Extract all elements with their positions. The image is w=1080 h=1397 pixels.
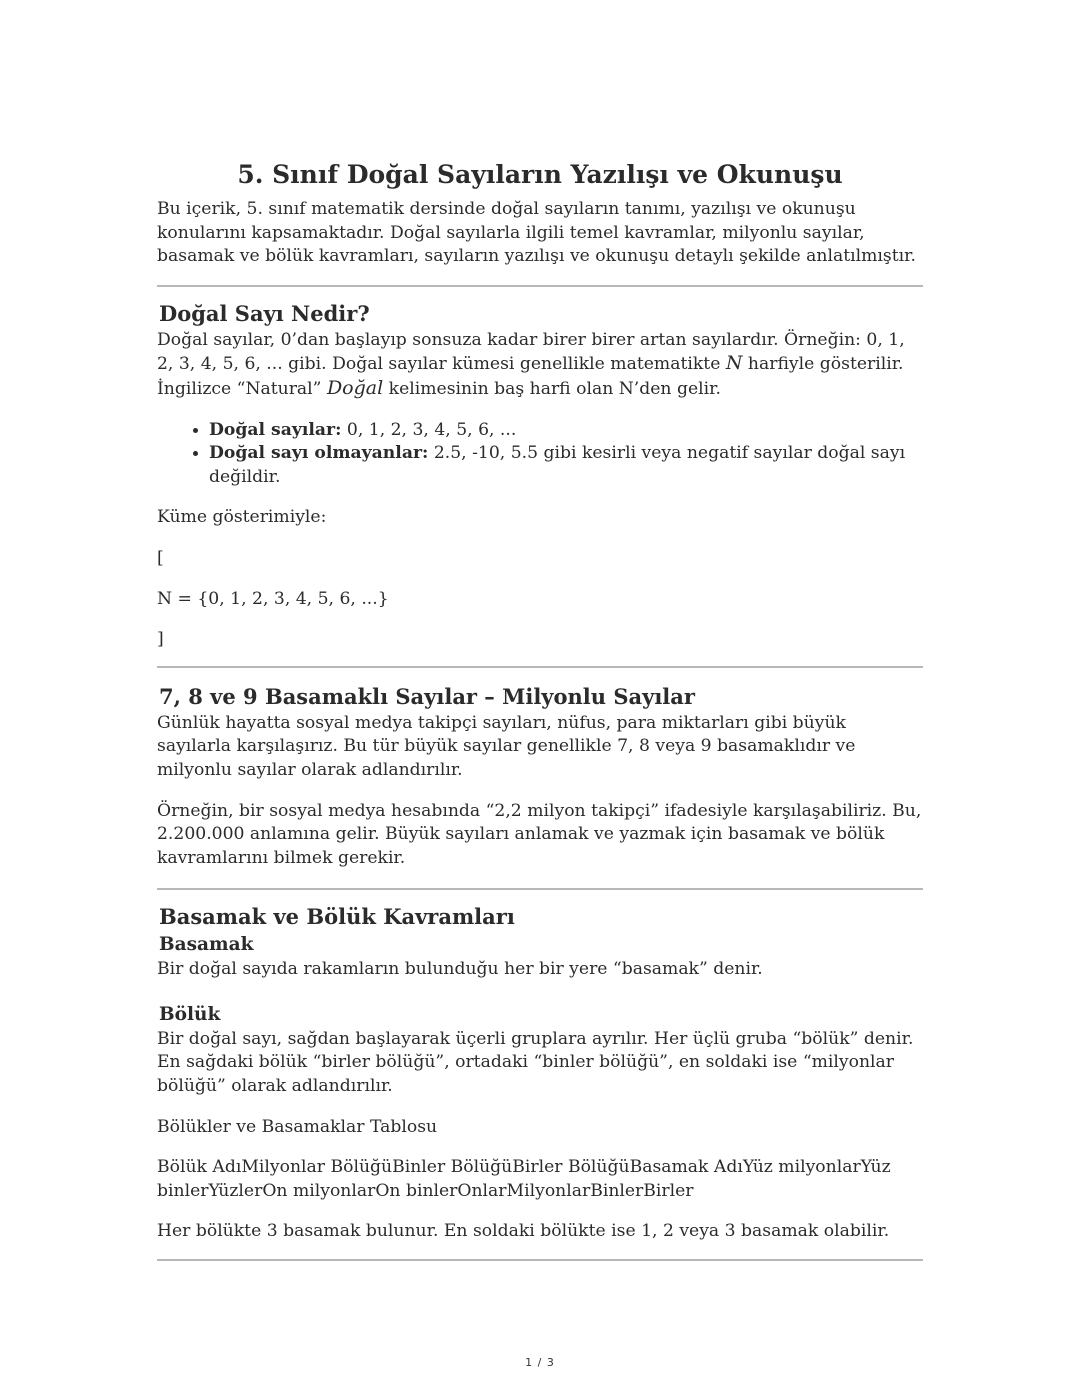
section-heading-natural-numbers: Doğal Sayı Nedir? bbox=[159, 300, 370, 326]
intro-paragraph: Bu içerik, 5. sınıf matematik dersinde doğal sayıların tanımı, yazılışı ve okunuşu konularını kapsamaktadır. Doğal sayılarla ilgili temel kavramlar, milyonlu sayılar, basamak ve bölük kavramları, sayıların yazılışı ve okunuşu detaylı şekilde anlatılmıştır. bbox=[157, 199, 916, 267]
list-item bbox=[209, 442, 923, 489]
math-symbol-n: N bbox=[725, 352, 743, 375]
page-title: 5. Sınıf Doğal Sayıların Yazılışı ve Okunuşu bbox=[237, 160, 843, 189]
subheading-boluk: Bölük bbox=[159, 1003, 221, 1025]
boluk-definition: Bir doğal sayı, sağdan başlayarak üçerli gruplara ayrılır. Her üçlü gruba “bölük” denir. En sağdaki bölük “birler bölüğü”, ortadaki “binler bölüğü”, en soldaki ise “milyonlar bölüğü” olarak adlandırılır. bbox=[157, 1028, 914, 1097]
section-heading-place-value: Basamak ve Bölük Kavramları bbox=[159, 904, 515, 930]
natural-numbers-definition bbox=[157, 329, 923, 402]
list-item-text: 2.5, -10, 5.5 gibi kesirli veya negatif sayılar doğal sayı değildir. bbox=[209, 443, 906, 487]
math-word-dogal: Doğal bbox=[326, 376, 384, 399]
divider bbox=[157, 1259, 923, 1261]
list-item bbox=[209, 419, 923, 443]
table-flat-text: Bölük AdıMilyonlar BölüğüBinler BölüğüBirler BölüğüBasamak AdıYüz milyonlarYüz binlerYüzlerOn milyonlarOn binlerOnlarMilyonlarBinlerBirler bbox=[157, 1157, 891, 1201]
set-expression: N = {0, 1, 2, 3, 4, 5, 6, ...} bbox=[157, 588, 389, 609]
list-item-label: Doğal sayı olmayanlar: bbox=[209, 443, 429, 464]
millions-paragraph-2: Örneğin, bir sosyal medya hesabında “2,2 milyon takipçi” ifadesiyle karşılaşabiliriz. Bu, 2.200.000 anlamına gelir. Büyük sayıları anlamak ve yazmak için basamak ve bölük kavramlarını bilmek gerekir. bbox=[157, 800, 922, 868]
document-page bbox=[157, 158, 923, 1261]
definition-text-part: Doğal sayılar, 0’dan başlayıp sonsuza kadar birer birer artan sayılardır. Örneğin: 0, 1, 2, 3, 4, 5, 6, ... gibi. Doğal sayılar kümesi genellikle matematikte bbox=[157, 329, 905, 375]
millions-paragraph-1: Günlük hayatta sosyal medya takipçi sayıları, nüfus, para miktarları gibi büyük sayılarla karşılaşırız. Bu tür büyük sayılar genellikle 7, 8 veya 9 basamaklıdır ve milyonlu sayılar olarak adlandırılır. bbox=[157, 712, 856, 780]
table-caption: Bölükler ve Basamaklar Tablosu bbox=[157, 1116, 438, 1137]
set-notation-intro: Küme gösterimiyle: bbox=[157, 507, 327, 528]
list-item-label: Doğal sayılar: bbox=[209, 419, 342, 440]
definition-text-part: kelimesinin baş harfi olan N’den gelir. bbox=[383, 378, 721, 399]
definition-text-part: harfiyle gösterilir. İngilizce “Natural” bbox=[157, 354, 904, 399]
basamak-definition: Bir doğal sayıda rakamların bulunduğu her bir yere “basamak” denir. bbox=[157, 959, 763, 980]
closing-paragraph: Her bölükte 3 basamak bulunur. En soldaki bölükte ise 1, 2 veya 3 basamak olabilir. bbox=[157, 1221, 890, 1242]
subheading-basamak: Basamak bbox=[159, 934, 254, 956]
natural-numbers-list bbox=[157, 419, 923, 490]
section-heading-millions: 7, 8 ve 9 Basamaklı Sayılar – Milyonlu Sayılar bbox=[159, 683, 695, 709]
list-item-text: 0, 1, 2, 3, 4, 5, 6, ... bbox=[341, 419, 517, 440]
page-number: 1 / 3 bbox=[525, 1356, 555, 1369]
close-bracket: ] bbox=[157, 629, 164, 650]
open-bracket: [ bbox=[157, 547, 164, 568]
